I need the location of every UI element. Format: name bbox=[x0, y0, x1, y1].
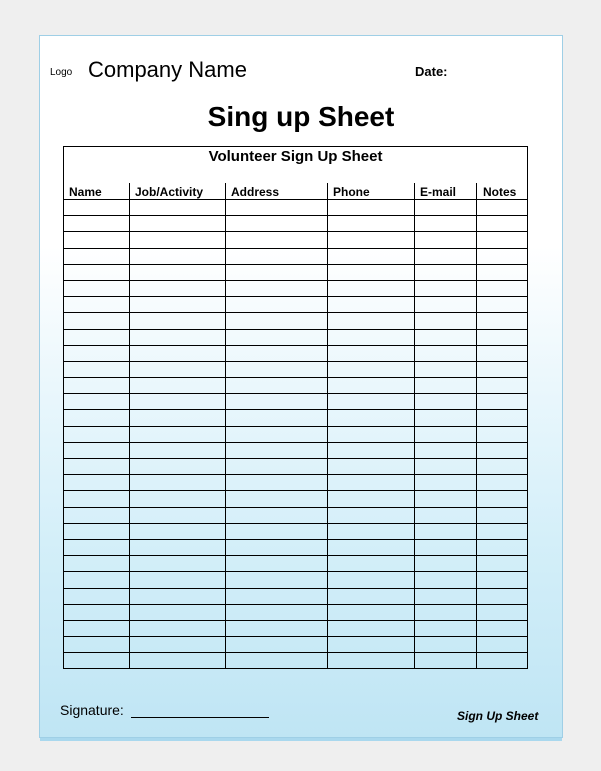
cell-phone[interactable] bbox=[328, 410, 415, 426]
cell-job-activity[interactable] bbox=[130, 394, 226, 410]
cell-email[interactable] bbox=[415, 491, 477, 507]
table-row bbox=[64, 410, 528, 426]
cell-address[interactable] bbox=[226, 394, 328, 410]
cell-email[interactable] bbox=[415, 280, 477, 296]
cell-name[interactable] bbox=[64, 378, 130, 394]
table-row bbox=[64, 620, 528, 636]
cell-address[interactable] bbox=[226, 426, 328, 442]
cell-job-activity[interactable] bbox=[130, 556, 226, 572]
cell-name[interactable] bbox=[64, 491, 130, 507]
cell-phone[interactable] bbox=[328, 232, 415, 248]
cell-address[interactable] bbox=[226, 410, 328, 426]
logo-label: Logo bbox=[50, 67, 73, 78]
cell-address[interactable] bbox=[226, 491, 328, 507]
cell-email[interactable] bbox=[415, 539, 477, 555]
cell-job-activity[interactable] bbox=[130, 378, 226, 394]
cell-email[interactable] bbox=[415, 637, 477, 653]
cell-phone[interactable] bbox=[328, 539, 415, 555]
cell-address[interactable] bbox=[226, 200, 328, 216]
cell-email[interactable] bbox=[415, 507, 477, 523]
date-label: Date: bbox=[415, 64, 448, 79]
cell-email[interactable] bbox=[415, 572, 477, 588]
cell-job-activity[interactable] bbox=[130, 313, 226, 329]
cell-name[interactable] bbox=[64, 459, 130, 475]
cell-email[interactable] bbox=[415, 248, 477, 264]
cell-notes[interactable] bbox=[477, 361, 528, 377]
cell-phone[interactable] bbox=[328, 572, 415, 588]
cell-notes[interactable] bbox=[477, 604, 528, 620]
column-header-email: E-mail bbox=[415, 183, 477, 200]
company-name: Company Name bbox=[88, 57, 247, 82]
cell-address[interactable] bbox=[226, 264, 328, 280]
cell-email[interactable] bbox=[415, 297, 477, 313]
cell-notes[interactable] bbox=[477, 588, 528, 604]
cell-email[interactable] bbox=[415, 378, 477, 394]
cell-name[interactable] bbox=[64, 637, 130, 653]
cell-job-activity[interactable] bbox=[130, 604, 226, 620]
cell-job-activity[interactable] bbox=[130, 264, 226, 280]
cell-email[interactable] bbox=[415, 232, 477, 248]
cell-address[interactable] bbox=[226, 442, 328, 458]
cell-phone[interactable] bbox=[328, 216, 415, 232]
cell-email[interactable] bbox=[415, 588, 477, 604]
cell-name[interactable] bbox=[64, 507, 130, 523]
cell-email[interactable] bbox=[415, 264, 477, 280]
cell-notes[interactable] bbox=[477, 248, 528, 264]
table-row bbox=[64, 329, 528, 345]
cell-phone[interactable] bbox=[328, 442, 415, 458]
cell-phone[interactable] bbox=[328, 329, 415, 345]
cell-address[interactable] bbox=[226, 216, 328, 232]
cell-name[interactable] bbox=[64, 426, 130, 442]
cell-address[interactable] bbox=[226, 653, 328, 669]
table-row bbox=[64, 378, 528, 394]
cell-address[interactable] bbox=[226, 280, 328, 296]
cell-job-activity[interactable] bbox=[130, 620, 226, 636]
cell-notes[interactable] bbox=[477, 572, 528, 588]
table-row bbox=[64, 572, 528, 588]
table-caption: Volunteer Sign Up Sheet bbox=[64, 147, 528, 184]
table-row bbox=[64, 313, 528, 329]
cell-job-activity[interactable] bbox=[130, 248, 226, 264]
cell-notes[interactable] bbox=[477, 475, 528, 491]
cell-address[interactable] bbox=[226, 523, 328, 539]
cell-notes[interactable] bbox=[477, 313, 528, 329]
cell-address[interactable] bbox=[226, 588, 328, 604]
cell-phone[interactable] bbox=[328, 200, 415, 216]
cell-phone[interactable] bbox=[328, 620, 415, 636]
table-row bbox=[64, 604, 528, 620]
cell-notes[interactable] bbox=[477, 523, 528, 539]
cell-name[interactable] bbox=[64, 361, 130, 377]
cell-job-activity[interactable] bbox=[130, 216, 226, 232]
cell-job-activity[interactable] bbox=[130, 507, 226, 523]
cell-email[interactable] bbox=[415, 329, 477, 345]
cell-phone[interactable] bbox=[328, 248, 415, 264]
cell-notes[interactable] bbox=[477, 491, 528, 507]
cell-name[interactable] bbox=[64, 264, 130, 280]
cell-name[interactable] bbox=[64, 345, 130, 361]
cell-job-activity[interactable] bbox=[130, 426, 226, 442]
table-row bbox=[64, 216, 528, 232]
table-row bbox=[64, 442, 528, 458]
table-row bbox=[64, 475, 528, 491]
cell-name[interactable] bbox=[64, 572, 130, 588]
table-row bbox=[64, 539, 528, 555]
table-row bbox=[64, 556, 528, 572]
cell-email[interactable] bbox=[415, 604, 477, 620]
cell-notes[interactable] bbox=[477, 556, 528, 572]
cell-email[interactable] bbox=[415, 410, 477, 426]
cell-notes[interactable] bbox=[477, 539, 528, 555]
cell-phone[interactable] bbox=[328, 264, 415, 280]
cell-address[interactable] bbox=[226, 475, 328, 491]
sign-up-sheet-page bbox=[39, 35, 563, 738]
cell-name[interactable] bbox=[64, 588, 130, 604]
cell-email[interactable] bbox=[415, 216, 477, 232]
cell-notes[interactable] bbox=[477, 216, 528, 232]
cell-name[interactable] bbox=[64, 200, 130, 216]
cell-name[interactable] bbox=[64, 248, 130, 264]
table-row bbox=[64, 280, 528, 296]
cell-address[interactable] bbox=[226, 378, 328, 394]
cell-name[interactable] bbox=[64, 410, 130, 426]
table-row bbox=[64, 297, 528, 313]
cell-notes[interactable] bbox=[477, 459, 528, 475]
cell-email[interactable] bbox=[415, 394, 477, 410]
cell-phone[interactable] bbox=[328, 491, 415, 507]
cell-name[interactable] bbox=[64, 475, 130, 491]
cell-phone[interactable] bbox=[328, 637, 415, 653]
cell-job-activity[interactable] bbox=[130, 329, 226, 345]
cell-address[interactable] bbox=[226, 248, 328, 264]
table-row bbox=[64, 653, 528, 669]
cell-notes[interactable] bbox=[477, 232, 528, 248]
cell-address[interactable] bbox=[226, 329, 328, 345]
cell-job-activity[interactable] bbox=[130, 539, 226, 555]
cell-name[interactable] bbox=[64, 232, 130, 248]
cell-email[interactable] bbox=[415, 556, 477, 572]
cell-email[interactable] bbox=[415, 620, 477, 636]
cell-phone[interactable] bbox=[328, 394, 415, 410]
cell-job-activity[interactable] bbox=[130, 200, 226, 216]
table-row bbox=[64, 459, 528, 475]
cell-address[interactable] bbox=[226, 620, 328, 636]
signature-line[interactable] bbox=[131, 717, 269, 718]
cell-phone[interactable] bbox=[328, 313, 415, 329]
cell-notes[interactable] bbox=[477, 297, 528, 313]
cell-email[interactable] bbox=[415, 653, 477, 669]
cell-phone[interactable] bbox=[328, 475, 415, 491]
cell-address[interactable] bbox=[226, 313, 328, 329]
table-row bbox=[64, 394, 528, 410]
cell-phone[interactable] bbox=[328, 345, 415, 361]
cell-name[interactable] bbox=[64, 329, 130, 345]
cell-address[interactable] bbox=[226, 507, 328, 523]
cell-email[interactable] bbox=[415, 459, 477, 475]
table-row bbox=[64, 588, 528, 604]
cell-notes[interactable] bbox=[477, 653, 528, 669]
signature-label: Signature: bbox=[60, 702, 124, 718]
table-body bbox=[64, 200, 528, 669]
cell-email[interactable] bbox=[415, 345, 477, 361]
cell-notes[interactable] bbox=[477, 426, 528, 442]
cell-email[interactable] bbox=[415, 426, 477, 442]
volunteer-sign-up-table bbox=[63, 146, 528, 669]
cell-notes[interactable] bbox=[477, 410, 528, 426]
cell-job-activity[interactable] bbox=[130, 572, 226, 588]
cell-email[interactable] bbox=[415, 475, 477, 491]
table-row bbox=[64, 507, 528, 523]
cell-job-activity[interactable] bbox=[130, 459, 226, 475]
cell-job-activity[interactable] bbox=[130, 475, 226, 491]
cell-job-activity[interactable] bbox=[130, 523, 226, 539]
cell-notes[interactable] bbox=[477, 507, 528, 523]
cell-notes[interactable] bbox=[477, 637, 528, 653]
cell-phone[interactable] bbox=[328, 588, 415, 604]
cell-email[interactable] bbox=[415, 442, 477, 458]
column-header-name: Name bbox=[64, 183, 130, 200]
page-title: Sing up Sheet bbox=[207, 101, 395, 132]
cell-address[interactable] bbox=[226, 361, 328, 377]
cell-name[interactable] bbox=[64, 280, 130, 296]
cell-notes[interactable] bbox=[477, 378, 528, 394]
cell-job-activity[interactable] bbox=[130, 637, 226, 653]
cell-notes[interactable] bbox=[477, 345, 528, 361]
cell-name[interactable] bbox=[64, 523, 130, 539]
cell-phone[interactable] bbox=[328, 378, 415, 394]
cell-phone[interactable] bbox=[328, 297, 415, 313]
table-row bbox=[64, 637, 528, 653]
cell-address[interactable] bbox=[226, 232, 328, 248]
table-row bbox=[64, 491, 528, 507]
cell-address[interactable] bbox=[226, 572, 328, 588]
cell-phone[interactable] bbox=[328, 556, 415, 572]
cell-address[interactable] bbox=[226, 297, 328, 313]
cell-notes[interactable] bbox=[477, 200, 528, 216]
cell-name[interactable] bbox=[64, 556, 130, 572]
cell-email[interactable] bbox=[415, 313, 477, 329]
column-header-notes: Notes bbox=[477, 183, 528, 200]
cell-phone[interactable] bbox=[328, 361, 415, 377]
cell-email[interactable] bbox=[415, 361, 477, 377]
cell-name[interactable] bbox=[64, 604, 130, 620]
cell-notes[interactable] bbox=[477, 442, 528, 458]
cell-email[interactable] bbox=[415, 523, 477, 539]
cell-name[interactable] bbox=[64, 442, 130, 458]
cell-job-activity[interactable] bbox=[130, 653, 226, 669]
column-header-phone: Phone bbox=[328, 183, 415, 200]
cell-address[interactable] bbox=[226, 556, 328, 572]
cell-job-activity[interactable] bbox=[130, 442, 226, 458]
cell-name[interactable] bbox=[64, 620, 130, 636]
cell-job-activity[interactable] bbox=[130, 491, 226, 507]
table-row bbox=[64, 248, 528, 264]
cell-job-activity[interactable] bbox=[130, 361, 226, 377]
cell-address[interactable] bbox=[226, 459, 328, 475]
cell-phone[interactable] bbox=[328, 653, 415, 669]
cell-job-activity[interactable] bbox=[130, 280, 226, 296]
cell-job-activity[interactable] bbox=[130, 297, 226, 313]
cell-name[interactable] bbox=[64, 539, 130, 555]
cell-name[interactable] bbox=[64, 653, 130, 669]
cell-job-activity[interactable] bbox=[130, 345, 226, 361]
cell-phone[interactable] bbox=[328, 523, 415, 539]
cell-name[interactable] bbox=[64, 313, 130, 329]
table-row bbox=[64, 523, 528, 539]
cell-phone[interactable] bbox=[328, 459, 415, 475]
cell-phone[interactable] bbox=[328, 280, 415, 296]
cell-name[interactable] bbox=[64, 394, 130, 410]
column-header-address: Address bbox=[226, 183, 328, 200]
column-header-job-activity: Job/Activity bbox=[130, 183, 226, 200]
cell-job-activity[interactable] bbox=[130, 410, 226, 426]
cell-email[interactable] bbox=[415, 200, 477, 216]
table-caption-row bbox=[64, 147, 528, 184]
cell-address[interactable] bbox=[226, 539, 328, 555]
cell-address[interactable] bbox=[226, 345, 328, 361]
table-row bbox=[64, 361, 528, 377]
table-header-row bbox=[64, 183, 528, 200]
cell-phone[interactable] bbox=[328, 426, 415, 442]
table-row bbox=[64, 426, 528, 442]
cell-name[interactable] bbox=[64, 216, 130, 232]
table-row bbox=[64, 200, 528, 216]
cell-phone[interactable] bbox=[328, 604, 415, 620]
table-row bbox=[64, 345, 528, 361]
cell-job-activity[interactable] bbox=[130, 588, 226, 604]
cell-notes[interactable] bbox=[477, 620, 528, 636]
cell-name[interactable] bbox=[64, 297, 130, 313]
cell-notes[interactable] bbox=[477, 280, 528, 296]
cell-job-activity[interactable] bbox=[130, 232, 226, 248]
cell-notes[interactable] bbox=[477, 329, 528, 345]
table-row bbox=[64, 264, 528, 280]
table-row bbox=[64, 232, 528, 248]
cell-notes[interactable] bbox=[477, 264, 528, 280]
footer-sheet-label: Sign Up Sheet bbox=[457, 709, 539, 723]
cell-notes[interactable] bbox=[477, 394, 528, 410]
cell-phone[interactable] bbox=[328, 507, 415, 523]
cell-address[interactable] bbox=[226, 637, 328, 653]
cell-address[interactable] bbox=[226, 604, 328, 620]
